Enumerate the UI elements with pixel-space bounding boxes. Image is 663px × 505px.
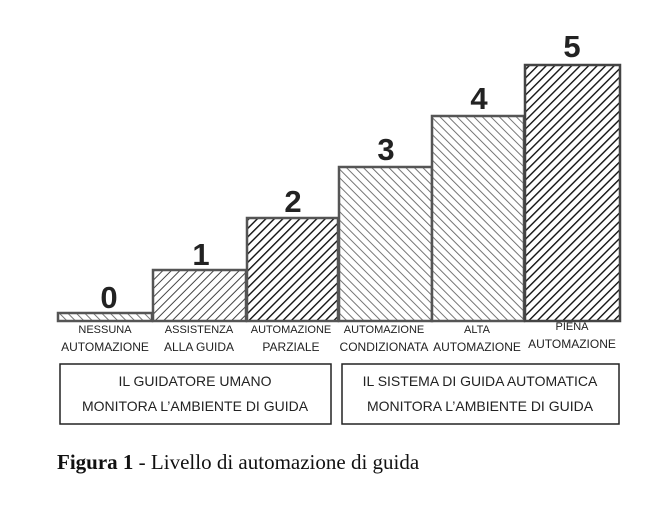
level-5 [525, 29, 620, 351]
figure-caption [57, 450, 419, 475]
level-1-label-line2: ALLA GUIDA [163, 340, 235, 354]
level-4-label-line2: AUTOMAZIONE [433, 340, 521, 354]
group-human-driver [60, 364, 331, 424]
figure-caption-label: Figura 1 [57, 450, 134, 474]
level-2-label-line1: AUTOMAZIONE [250, 324, 332, 336]
figure-caption-text: Livello di automazione di guida [150, 450, 420, 474]
level-0-label-line1: NESSUNA [78, 324, 132, 336]
group-automated-system-line1: IL SISTEMA DI GUIDA AUTOMATICA [362, 373, 598, 389]
figure-caption-separator: - [133, 450, 151, 474]
level-1-step [153, 270, 246, 321]
level-3-label-line2: CONDIZIONATA [339, 340, 429, 354]
level-1-label-line1: ASSISTENZA [164, 324, 234, 336]
level-3-step [339, 167, 432, 321]
level-5-label-line2: AUTOMAZIONE [528, 337, 616, 351]
level-1 [153, 237, 246, 354]
level-5-number: 5 [563, 29, 581, 64]
group-automated-system [342, 364, 619, 424]
level-2-label-line2: PARZIALE [262, 340, 320, 354]
level-4-label-line1: ALTA [464, 324, 490, 336]
level-4 [432, 81, 524, 354]
group-human-driver-line1: IL GUIDATORE UMANO [118, 373, 272, 389]
level-0 [58, 280, 152, 354]
level-2 [247, 184, 338, 354]
group-human-driver-line2: MONITORA L’AMBIENTE DI GUIDA [81, 398, 309, 414]
level-3-number: 3 [377, 132, 395, 167]
level-4-number: 4 [470, 81, 488, 116]
level-4-step [432, 116, 524, 321]
level-2-number: 2 [284, 184, 302, 219]
level-3-label-line1: AUTOMAZIONE [343, 324, 425, 336]
level-2-step [247, 218, 338, 321]
level-5-label-line1: PIENA [555, 321, 589, 333]
level-3 [339, 132, 432, 354]
group-automated-system-line2: MONITORA L’AMBIENTE DI GUIDA [366, 398, 594, 414]
level-0-number: 0 [100, 280, 118, 315]
level-0-label-line2: AUTOMAZIONE [61, 340, 149, 354]
level-1-number: 1 [192, 237, 210, 272]
level-5-step [525, 65, 620, 321]
